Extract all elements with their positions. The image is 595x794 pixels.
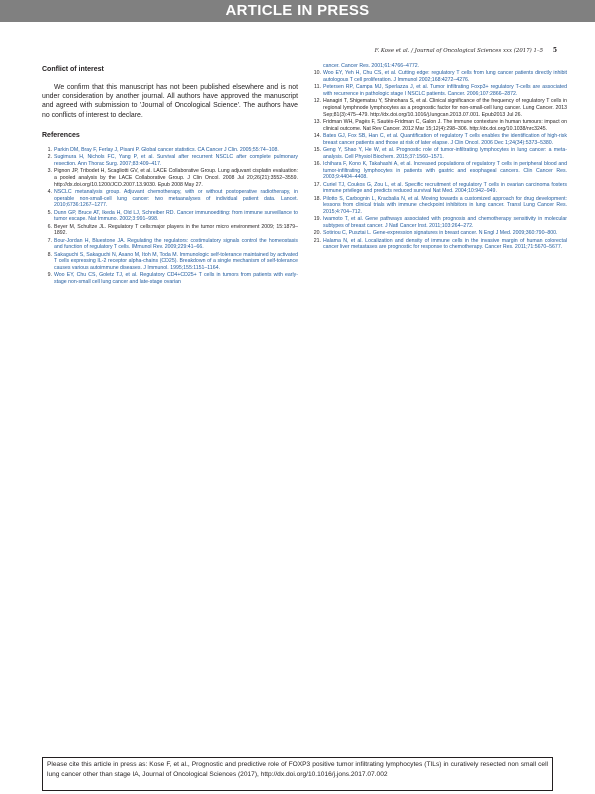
reference-text: Geng Y, Shao Y, He W, et al. Prognostic role of tumor-infiltrating lymphocytes in lung cancer: a meta-analysis. Cell Physiol Biochem. 2015;37:1560–1571. bbox=[323, 147, 567, 160]
reference-text: Parkin DM, Bray F, Ferlay J, Pisani P. Global cancer statistics. CA Cancer J Clin. 2005;55:74–108. bbox=[54, 146, 279, 153]
reference-text: Petersen RP, Campa MJ, Sperlazza J, et al. Tumor infiltrating Foxp3+ regulatory T-cells are associated with recurrence in pathologic stage I NSCLC patients. Cancer. 2006;107:2866–2872. bbox=[323, 84, 567, 97]
right-column bbox=[311, 63, 567, 252]
reference-number: 15. bbox=[313, 147, 321, 153]
reference-item[interactable] bbox=[311, 238, 567, 251]
reference-number: 16. bbox=[313, 161, 321, 167]
reference-item[interactable] bbox=[42, 154, 298, 167]
reference-text: Woo EY, Chu CS, Goletz TJ, et al. Regulatory CD4+CD25+ T cells in tumors from patients with early-stage non-small cell lung cancer and late-stage ovarian bbox=[54, 272, 298, 285]
reference-item[interactable] bbox=[42, 238, 298, 251]
reference-number: 8. bbox=[47, 251, 52, 258]
reference-item[interactable] bbox=[311, 182, 567, 195]
reference-item[interactable] bbox=[311, 119, 567, 132]
running-head bbox=[42, 45, 557, 57]
reference-text: Sakaguchi S, Sakaguchi N, Asano M, Itoh M, Toda M. Immunologic self-tolerance maintained by activated T cells expressing IL-2 receptor alpha-chains (CD25). Breakdown of a single mechanism of self-tolerance causes various autoimmune diseases. J Immunol. 1995;155:1151–1164. bbox=[54, 251, 298, 271]
reference-item[interactable] bbox=[311, 216, 567, 229]
reference-text: Iwamoto T, et al. Gene pathways associated with prognosis and chemotherapy sensitivity in molecular subtypes of breast cancer. J Natl Cancer Inst. 2011;103:264–272. bbox=[323, 216, 567, 230]
reference-item[interactable] bbox=[42, 272, 298, 285]
reference-number: 18. bbox=[313, 195, 321, 202]
reference-text: Ichihara F, Kono K, Takahashi A, et al. Increased populations of regulatory T cells in peripheral blood and tumor-infiltrating lymphocytes in patients with gastric and esophageal cancers. Clin Cancer Res. 2003;9:4404–4408. bbox=[323, 161, 567, 181]
citation-text[interactable]: Please cite this article in press as: Kose F, et al., Prognostic and predictive role of FOXP3 positive tumor infiltrating lymphocytes (TILs) in curatively resected non small cell lung cancer other than stage IA, Journal of Oncological Sciences (2017), http://dx.doi.org/10.1016/j.jons.2017.07.002 bbox=[47, 761, 548, 778]
reference-item[interactable] bbox=[311, 147, 567, 160]
conflict-of-interest-heading: Conflict of interest bbox=[42, 66, 104, 73]
reference-number: 20. bbox=[313, 230, 321, 237]
reference-list-right bbox=[311, 70, 567, 251]
reference-number: 11. bbox=[314, 84, 321, 91]
reference-item[interactable] bbox=[42, 189, 298, 209]
reference-text: Dunn GP, Bruce AT, Ikeda H, Old LJ, Schreiber RD. Cancer immunoediting: from immune surveillance to tumor escape. Nat Immuno. 2002;3:991–998. bbox=[54, 209, 298, 223]
page-number: 5 bbox=[552, 47, 557, 54]
reference-text: Woo EY, Yeh H, Chu CS, et al. Cutting edge: regulatory T cells from lung cancer patients directly inhibit autologous T cell proliferation. J Immunol 2002;168:4272–4276. bbox=[323, 70, 567, 83]
reference-item[interactable] bbox=[42, 147, 298, 154]
citation-box bbox=[42, 757, 553, 791]
reference-text: Bour-Jordan H, Bluestone JA. Regulating the regulators: costimulatory signals control the homeostasis and function of regulatory T cells. IMmunol Rev. 2009;229:41–66. bbox=[54, 237, 298, 251]
reference-text: Curiel TJ, Coukos G, Zou L, et al. Specific recruitment of regulatory T cells in ovarian carcinoma fosters immune privilege and predicts reduced survival Nat Med. 2004;10:942–949. bbox=[323, 181, 567, 195]
article-in-press-banner: ARTICLE IN PRESS bbox=[0, 0, 595, 22]
reference-number: 7. bbox=[47, 237, 52, 244]
reference-item[interactable] bbox=[311, 84, 567, 97]
journal-reference: F. Kose et al. / Journal of Oncological Sciences xxx (2017) 1–5 bbox=[374, 48, 543, 54]
reference-text: Pilotto S, Carbognin L, Kracbalia N, et al. Moving towards a customized approach for drug development: lessons from clinical trials with immune checkpoint inhibitors in lung cancer. Transl Lung Cancer Res. 2015;4:704–712. bbox=[323, 195, 567, 216]
reference-item[interactable] bbox=[42, 252, 298, 272]
reference-continuation[interactable]: cancer. Cancer Res. 2001;61:4766–4772. bbox=[323, 63, 420, 69]
reference-number: 14. bbox=[313, 133, 321, 139]
reference-item[interactable] bbox=[311, 98, 567, 118]
reference-number: 6. bbox=[47, 223, 52, 230]
reference-text: Sugimura H, Nichols FC, Yang P, et al. Survival after recurrent NSCLC after complete pulmonary resection. Ann Thorac Surg. 2007;83:409–417. bbox=[54, 154, 298, 167]
reference-text: Pignon JP, Tribodet H, Scagliotti GV, et al. LACE Collaborative Group. Lung adjuvant cisplatin evaluation: a pooled analysis by the LACE Collaborative Group. J Clin Oncol. 2008 Jul 20;26(21):3552–3559. http://dx.doi.org/10.1200/JCO.2007.13.9030. Epub 2008 May 27. bbox=[54, 168, 298, 188]
reference-item[interactable] bbox=[42, 210, 298, 223]
reference-text: Halama N, et al. Localization and density of immune cells in the invasive margin of human colorectal cancer liver metastases are prognostic for response to chemotherapy. Cancer Res. 2011;71:5670–5677. bbox=[323, 237, 567, 251]
reference-text: Sotiriou C, Pusztai L. Gene-expression signatures in breast cancer. N Engl J Med. 2009;360:790–800. bbox=[323, 230, 558, 237]
reference-number: 13. bbox=[313, 119, 321, 125]
reference-number: 19. bbox=[313, 216, 321, 223]
reference-number: 5. bbox=[47, 209, 52, 216]
reference-text: NSCLC metanalysis group. Adjuvant chemotherapy, with or without postoperative radiotherapy, in operable non-small-cell lung cancer: two metaanalyses of individual patient data. Lancet. 2010;6736:1267–1277. bbox=[54, 188, 298, 209]
reference-number: 3. bbox=[47, 168, 52, 175]
left-column bbox=[42, 66, 298, 286]
reference-number: 12. bbox=[313, 98, 321, 105]
reference-text: Bates GJ, Fox SB, Han C, et al. Quantification of regulatory T cells enables the identification of high-risk breast cancer patients and those at risk of later elapse. J Clin Oncol. 2006 Dec 1;24(34):5373–5380. bbox=[323, 133, 567, 146]
reference-number: 17. bbox=[313, 181, 321, 188]
references-heading: References bbox=[42, 131, 80, 139]
reference-number: 21. bbox=[313, 237, 321, 244]
reference-number: 2. bbox=[47, 154, 52, 161]
reference-text: Hanagiri T, Shigematsu Y, Shinohara S, et al. Clinical significance of the frequency of regulatory T cells in regional lymphnode lymphocytes as a prognostic factor for non-small-cell lung cancer. Lung Cancer. 2013 Sep;81(3):475–479. http://dx.doi.org/10.1016/j.lungcan.2013.07.001. Epub2013 Jul 26. bbox=[323, 98, 567, 118]
reference-number: 1. bbox=[47, 146, 52, 153]
reference-item[interactable] bbox=[311, 133, 567, 146]
reference-text: Fridman WH, Pagès F, Sautès-Fridman C, Galon J. The immune contexture in human tumours: impact on clinical outcome. Nat Rev Cancer. 2012 Mar 15;12(4):298–306. http://dx.doi.org/10.1038/nrc3245. bbox=[323, 119, 567, 132]
reference-number: 9. bbox=[47, 272, 52, 279]
reference-item[interactable] bbox=[311, 161, 567, 181]
reference-item[interactable] bbox=[311, 230, 567, 237]
reference-item[interactable] bbox=[42, 224, 298, 237]
reference-text: Beyer M, Schultze JL. Regulatory T cells:major players in the tumor micro environment 2009; 15:1879–1892. bbox=[54, 223, 298, 237]
reference-item[interactable] bbox=[311, 196, 567, 216]
reference-list-left bbox=[42, 147, 298, 286]
conflict-of-interest-text: We confirm that this manuscript has not been published elsewhere and is not under consideration by another journal. All authors have approved the manuscript and agreed with submission to 'Journal of Oncological Science'. The authors have no conflicts of interest to declare. bbox=[42, 84, 298, 119]
reference-number: 10. bbox=[313, 70, 321, 77]
reference-item[interactable] bbox=[311, 70, 567, 83]
reference-item[interactable] bbox=[42, 168, 298, 188]
reference-number: 4. bbox=[47, 188, 52, 195]
